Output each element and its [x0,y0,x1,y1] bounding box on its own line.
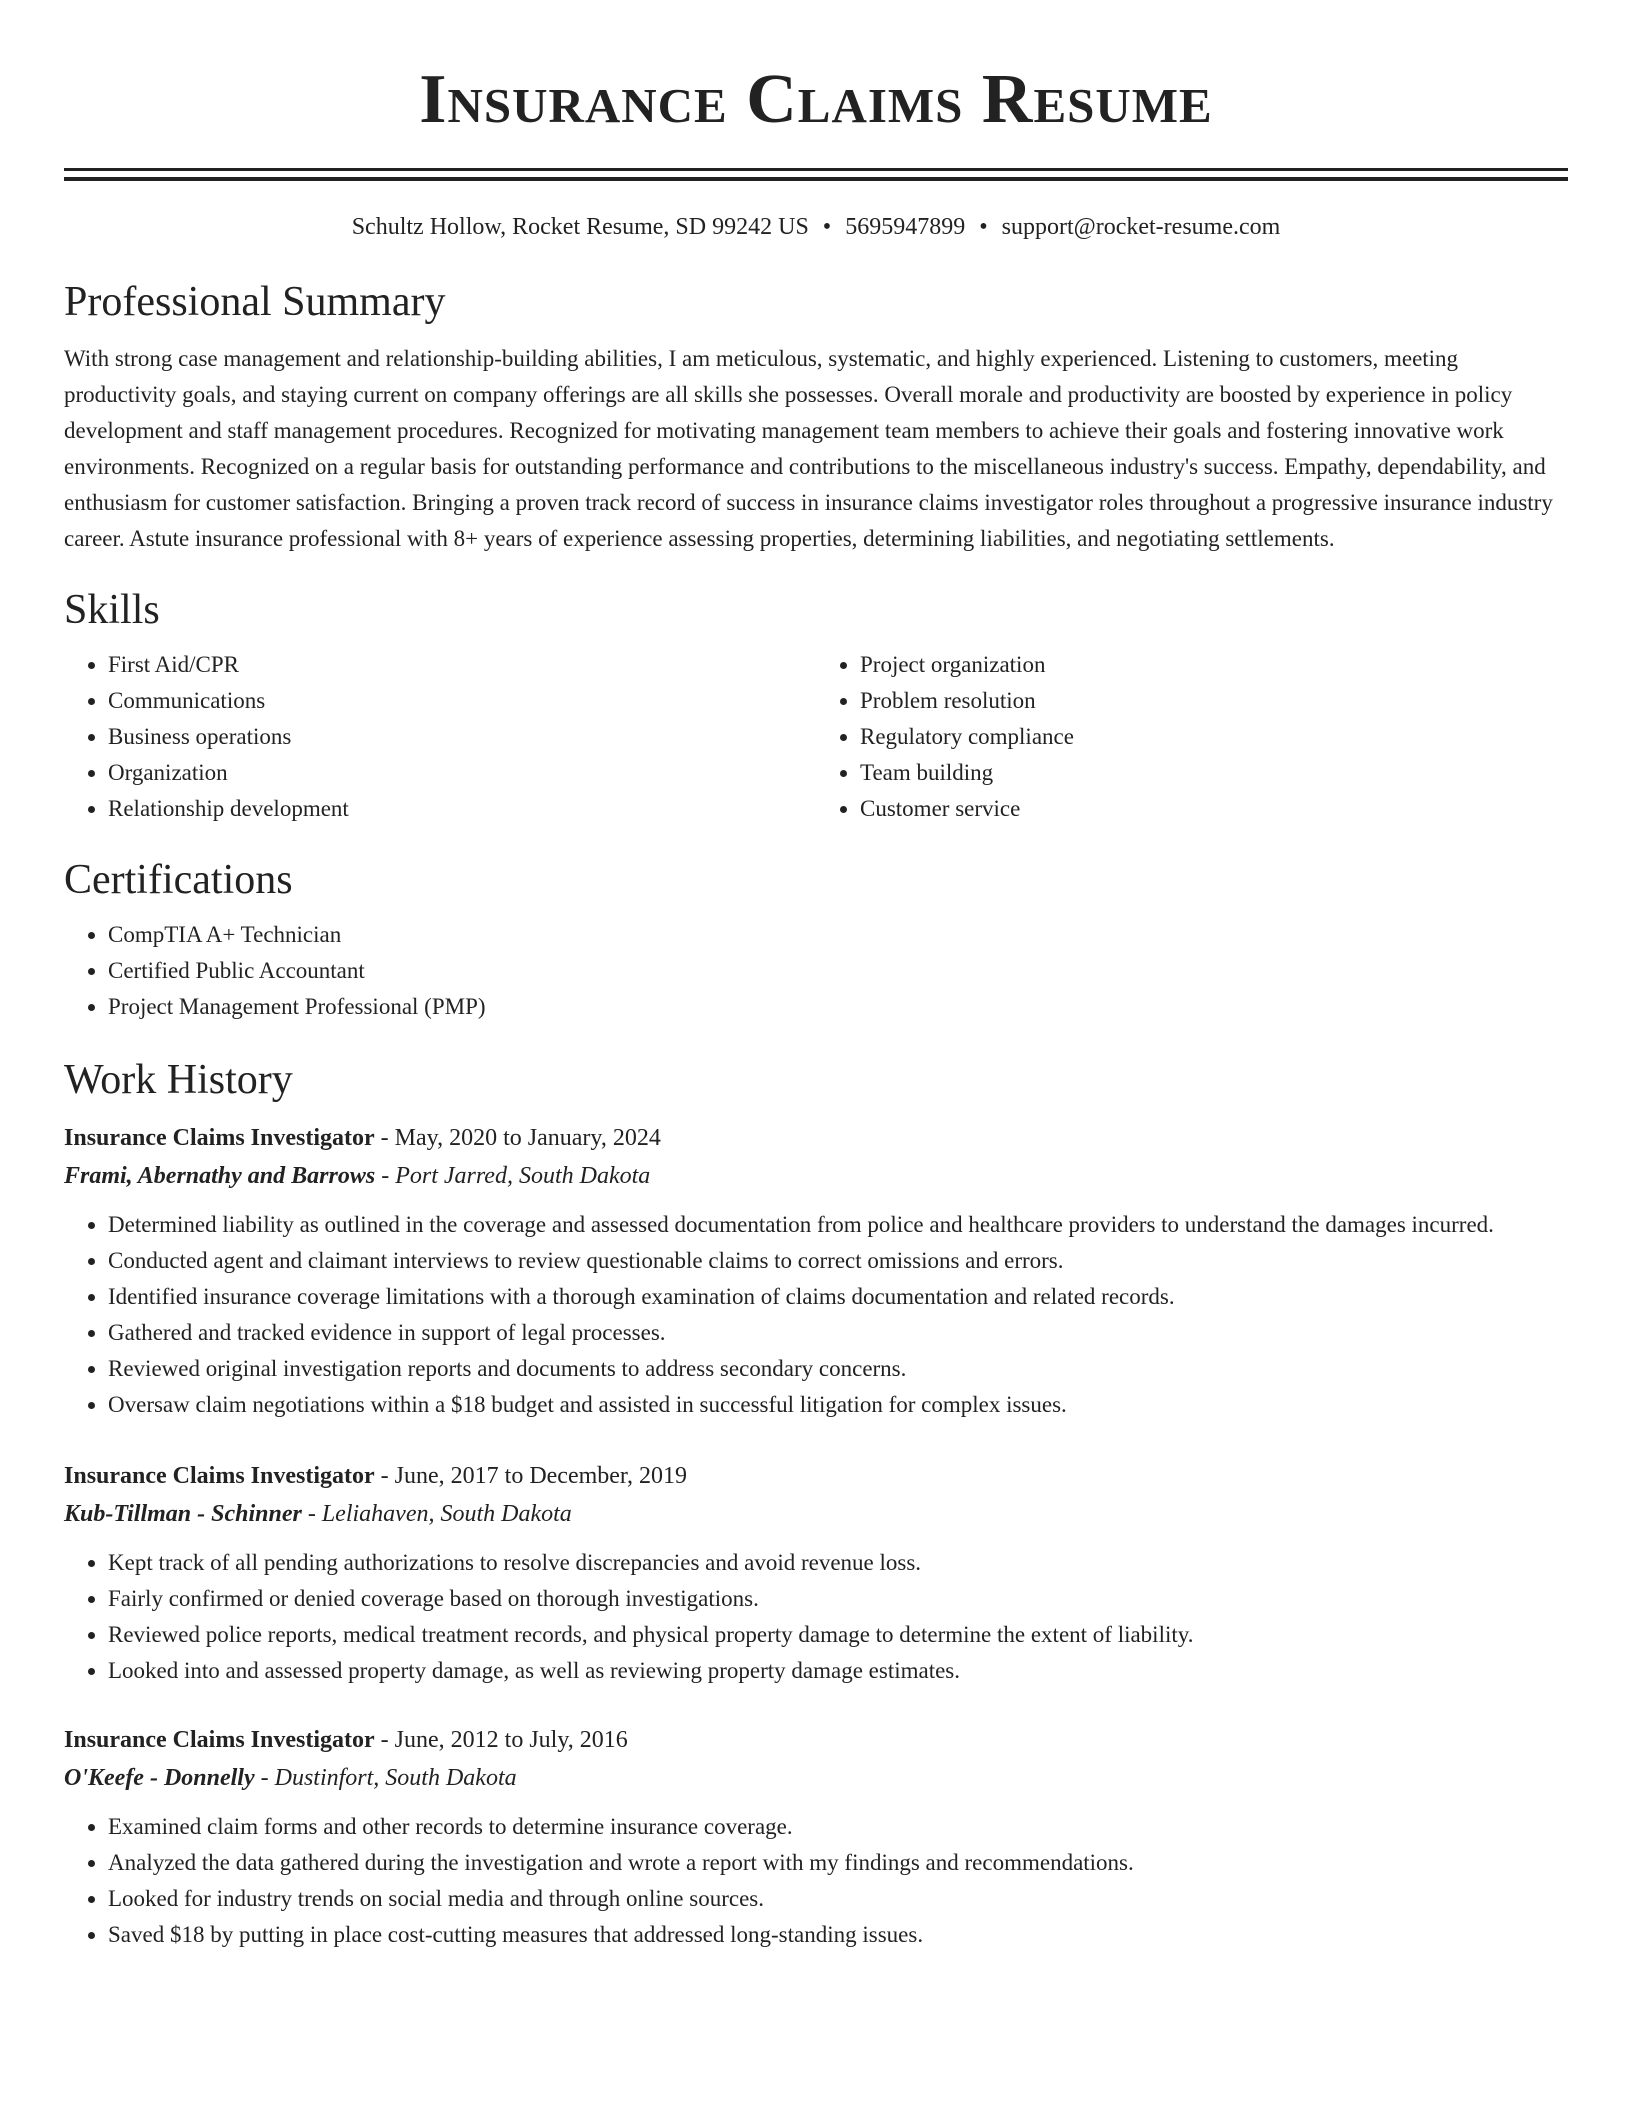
certification-item: • Certified Public Accountant [108,953,1568,989]
job-bullet: • Fairly confirmed or denied coverage based on thorough investigations. [108,1581,1568,1617]
job-entry [64,1457,1568,1689]
job-bullet: • Gathered and tracked evidence in support of legal processes. [108,1315,1568,1351]
job-bullet: • Conducted agent and claimant interviews to review questionable claims to correct omissions and errors. [108,1243,1568,1279]
contact-separator: • [979,214,988,240]
resume-title: Insurance Claims Resume [419,61,1213,138]
job-title: Insurance Claims Investigator [64,1727,375,1753]
job-bullet: • Saved $18 by putting in place cost-cutting measures that addressed long-standing issues. [108,1917,1568,1953]
job-title: Insurance Claims Investigator [64,1125,375,1151]
job-title-line [64,1457,1568,1495]
job-bullets [64,1809,1568,1953]
job-location: - Port Jarred, South Dakota [375,1163,651,1189]
job-bullet: • Looked for industry trends on social media and through online sources. [108,1881,1568,1917]
skill-item: • Relationship development [108,791,816,827]
certification-item: • CompTIA A+ Technician [108,917,1568,953]
job-title-line [64,1119,1568,1157]
job-bullet: • Examined claim forms and other records to determine insurance coverage. [108,1809,1568,1845]
job-entry [64,1119,1568,1423]
certifications-list [64,917,1568,1025]
job-bullet: • Reviewed original investigation reports and documents to address secondary concerns. [108,1351,1568,1387]
contact-separator: • [822,214,832,240]
skills-heading: Skills [64,587,160,633]
job-bullets [64,1545,1568,1689]
job-bullet: • Determined liability as outlined in the coverage and assessed documentation from police and healthcare providers to understand the damages incurred. [108,1207,1568,1243]
job-location: - Leliahaven, South Dakota [301,1501,572,1527]
contact-phone: 5695947899 [845,214,966,240]
summary-text: With strong case management and relationship-building abilities, I am meticulous, systematic, and highly experienced. Listening to customers, meeting productivity goals, and staying current on company offerings are all skills she possesses. Overall morale and productivity are boosted by experience in policy development and staff management procedures. Recognized for motivating management team members to achieve their goals and fostering innovative work environments. Recognized on a regular basis for outstanding performance and contributions to the miscellaneous industry's success. Empathy, dependability, and enthusiasm for customer satisfaction. Bringing a proven track record of success in insurance claims investigator roles throughout a progressive insurance industry career. Astute insurance professional with 8+ years of experience assessing properties, determining liabilities, and negotiating settlements. [64,346,1553,551]
skill-item: • Project organization [860,647,1568,683]
job-location: - Dustinfort, South Dakota [254,1765,517,1791]
skill-item: • Customer service [860,791,1568,827]
job-dates: - June, 2017 to December, 2019 [374,1463,687,1489]
skills-list-right [816,647,1568,827]
job-company: Kub-Tillman - Schinner [64,1501,302,1527]
job-company: Frami, Abernathy and Barrows [64,1163,376,1189]
skills-columns [64,647,1568,827]
job-company-line [64,1157,1568,1195]
job-company: O'Keefe - Donnelly [64,1765,255,1791]
job-company-line [64,1495,1568,1533]
job-entry [64,1721,1568,1953]
job-bullet: • Kept track of all pending authorizations to resolve discrepancies and avoid revenue loss. [108,1545,1568,1581]
skill-item: • Organization [108,755,816,791]
skill-item: • Business operations [108,719,816,755]
summary-heading: Professional Summary [64,279,446,325]
contact-email: support@rocket-resume.com [1001,214,1281,240]
job-dates: - June, 2012 to July, 2016 [374,1727,628,1753]
skill-item: • Communications [108,683,816,719]
skill-item: • Team building [860,755,1568,791]
skill-item: • Regulatory compliance [860,719,1568,755]
certifications-heading: Certifications [64,857,293,903]
job-title-line [64,1721,1568,1759]
job-bullet: • Reviewed police reports, medical treatment records, and physical property damage to determine the extent of liability. [108,1617,1568,1653]
skill-item: • Problem resolution [860,683,1568,719]
job-title: Insurance Claims Investigator [64,1463,375,1489]
job-bullet: • Analyzed the data gathered during the investigation and wrote a report with my findings and recommendations. [108,1845,1568,1881]
job-dates: - May, 2020 to January, 2024 [374,1125,661,1151]
skill-item: • First Aid/CPR [108,647,816,683]
job-bullets [64,1207,1568,1423]
job-bullet: • Identified insurance coverage limitations with a thorough examination of claims documentation and related records. [108,1279,1568,1315]
contact-line [64,211,1568,243]
certification-item: • Project Management Professional (PMP) [108,989,1568,1025]
title-divider [64,168,1568,181]
job-bullet: • Oversaw claim negotiations within a $18 budget and assisted in successful litigation for complex issues. [108,1387,1568,1423]
contact-address: Schultz Hollow, Rocket Resume, SD 99242 US [351,214,809,240]
job-bullet: • Looked into and assessed property damage, as well as reviewing property damage estimates. [108,1653,1568,1689]
job-company-line [64,1759,1568,1797]
work-history-heading: Work History [64,1057,293,1103]
skills-list-left [64,647,816,827]
